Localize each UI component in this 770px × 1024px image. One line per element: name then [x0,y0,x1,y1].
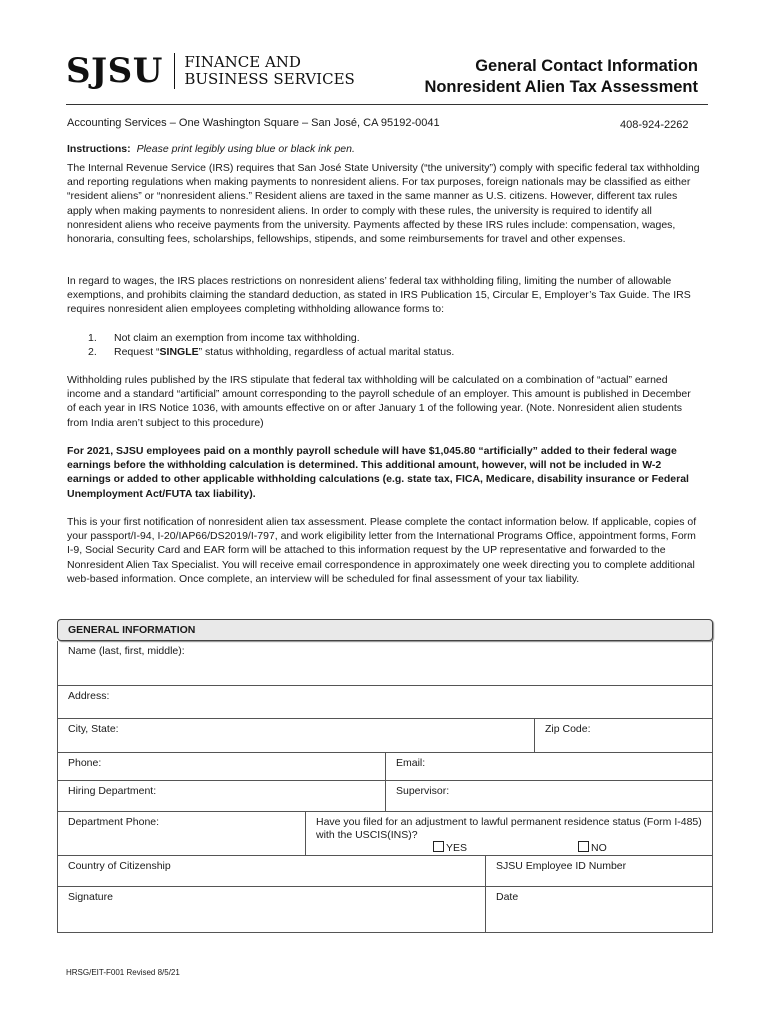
list-text [114,345,454,359]
signature-row [57,887,713,933]
no-option[interactable] [578,841,607,854]
list-text: Not claim an exemption from income tax withholding. [114,332,360,344]
list-item [88,331,454,345]
list-item [88,345,454,359]
logo-line-1: FINANCE AND [184,53,301,71]
date-field[interactable] [485,887,712,932]
paragraph-wage-restrictions: In regard to wages, the IRS places restrictions on nonresident aliens’ federal tax withholding filing, limiting the number of allowable exemptions, and prohibits claiming the standard deduction, as stated in IRS Publication 15, Circular E, Employer’s Tax Guide. The IRS requires nonresident alien employees completing withholding allowance forms to: [67,275,691,316]
zip-code-label: Zip Code: [545,723,591,735]
phone-field[interactable] [58,753,385,780]
instructions [67,143,355,155]
list-text-start: Request “ [114,346,160,359]
paragraph-withholding-rules: Withholding rules published by the IRS stipulate that federal tax withholding will be calculated on a combination of “actual” earned income and a standard “artificial” amount corresponding to the payroll schedule of an employer. This amount is published in December of each year in IRS Notice 1036, with amounts effective on or after January 1 of the following year. (Note. Nonresident alien students from India aren’t subject to this procedure) [67,374,691,429]
supervisor-field[interactable] [385,781,712,811]
section-title: GENERAL INFORMATION [57,619,713,641]
hiring-department-field[interactable] [58,781,385,811]
name-field[interactable] [58,641,712,685]
office-phone: 408-924-2262 [620,119,689,131]
citizenship-row [57,856,713,887]
email-label: Email: [396,757,426,769]
logo-mark: SJSU [66,51,163,91]
department-phone-row [57,812,713,856]
no-label: NO [591,842,607,854]
country-of-citizenship-label: Country of Citizenship [68,860,171,872]
email-field[interactable] [385,753,712,780]
department-phone-field[interactable] [58,812,305,855]
supervisor-label: Supervisor: [396,785,450,797]
phone-row [57,753,713,781]
city-state-field[interactable] [58,719,534,752]
form-revision: HRSG/EIT-F001 Revised 8/5/21 [66,968,180,977]
phone-label: Phone: [68,757,102,769]
instructions-text: Please print legibly using blue or black ink pen. [136,143,355,155]
list-text-end: ” status withholding, regardless of actual marital status. [198,346,455,359]
logo-divider [174,53,176,89]
instructions-label: Instructions: [67,143,131,155]
header-divider [66,104,708,105]
adjustment-question [305,812,712,855]
employee-id-field[interactable] [485,856,712,886]
address-label: Address: [68,690,110,702]
title-line-2: Nonresident Alien Tax Assessment [424,78,698,96]
zip-code-field[interactable] [534,719,712,752]
logo-department [184,54,354,88]
name-label: Name (last, first, middle): [68,645,185,657]
signature-field[interactable] [58,887,485,932]
address-row [57,686,713,719]
department-row [57,781,713,812]
list-number: 2. [88,346,97,359]
withholding-requirements-list [88,331,454,359]
document-title [424,56,698,98]
country-of-citizenship-field[interactable] [58,856,485,886]
hiring-department-label: Hiring Department: [68,785,157,797]
adjustment-question-text: Have you filed for an adjustment to lawful permanent residence status (Form I-485) with the USCIS(INS)? [316,816,702,841]
yes-option[interactable] [433,841,467,854]
general-information-form [57,619,713,933]
paragraph-irs-requirements: The Internal Revenue Service (IRS) requires that San José State University (“the university”) comply with specific federal tax withholding and reporting regulations when making payments to nonresident aliens. For tax purposes, foreign nationals may be classified as either “resident aliens” or “nonresident aliens.” Resident aliens are taxed in the same manner as U.S. citizens. However, different tax rules apply when making payments to nonresident aliens. In order to comply with these rules, the university is required to identify all nonresident aliens who receive payments from the university. Payments affected by these IRS rules include: compensation, wages, honoraria, consulting fees, scholarships, fellowships, stipends, and some reimbursements for travel and other expenses. [67,162,700,246]
logo-line-2: BUSINESS SERVICES [184,70,355,88]
list-number: 1. [88,332,97,344]
employee-id-label: SJSU Employee ID Number [496,860,627,872]
name-row [57,641,713,686]
sjsu-logo [66,52,355,90]
signature-label: Signature [68,891,113,903]
department-phone-label: Department Phone: [68,816,160,828]
paragraph-notification: This is your first notification of nonresident alien tax assessment. Please complete the contact information below. If applicable, copies of your passport/I-94, I-20/IAP66/DS2019/I-797, and work eligibility letter from the International Programs Office, appointment forms, Form I-9, Social Security Card and EAR form will be attached to this information request by the UP representative and forwarded to the Nonresident Alien Tax Specialist. You will receive email correspondence in approximately one week directing you to complete additional web-based information. Once complete, an interview will be scheduled for final assessment of your tax liability. [67,516,697,585]
list-text-emphasis: SINGLE [159,346,199,359]
date-label: Date [496,891,519,903]
yes-checkbox[interactable] [433,841,444,852]
yes-label: YES [446,842,468,854]
office-address: Accounting Services – One Washington Square – San José, CA 95192-0041 [67,117,440,129]
city-row [57,719,713,753]
city-state-label: City, State: [68,723,119,735]
paragraph-2021-amount: For 2021, SJSU employees paid on a monthly payroll schedule will have $1,045.80 “artificially” added to their federal wage earnings before the withholding calculation is determined. This additional amount, however, will not be included in W-2 earnings or added to other applicable withholding calculations (e.g. state tax, FICA, Medicare, disability insurance or Federal Unemployment Act/FUTA tax liability). [67,445,689,500]
address-field[interactable] [58,686,712,718]
no-checkbox[interactable] [578,841,589,852]
title-line-1: General Contact Information [475,57,698,75]
